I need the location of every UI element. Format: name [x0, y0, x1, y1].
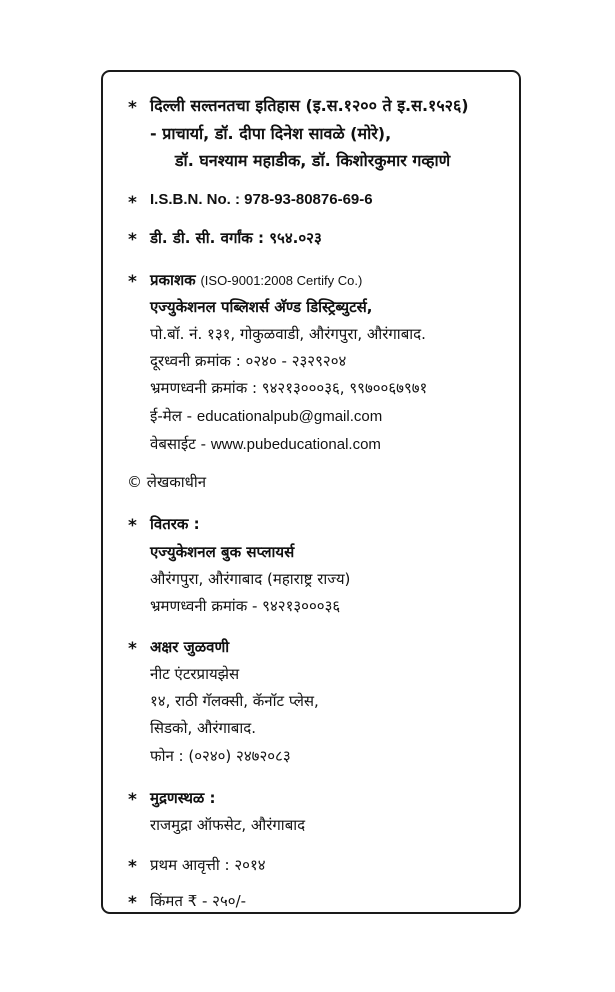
distributor-label: वितरक : [150, 515, 200, 533]
bullet-star: * [128, 893, 137, 913]
bullet-star: * [128, 639, 137, 659]
printing-label: मुद्रणस्थळ : [150, 789, 216, 807]
bullet-star: * [128, 98, 137, 118]
distributor-name: एज्युकेशनल बुक सप्लायर्स [150, 543, 295, 561]
typesetting-address-1: १४, राठी गॅलक्सी, कॅनॉट प्लेस, [150, 692, 319, 710]
distributor-mobile: भ्रमणध्वनी क्रमांक - ९४२१३०००३६ [150, 597, 341, 615]
ddc-number: डी. डी. सी. वर्गांक : ९५४.०२३ [150, 229, 322, 247]
publisher-heading [150, 270, 362, 291]
bullet-star: * [128, 516, 137, 536]
author-line-1: - प्राचार्या, डॉ. दीपा दिनेश सावळे (मोरे), [150, 124, 392, 143]
publisher-website [150, 434, 381, 455]
isbn: I.S.B.N. No. : 978-93-80876-69-6 [150, 191, 373, 208]
typesetting-address-2: सिडको, औरंगाबाद. [150, 719, 256, 737]
typesetting-name: नीट एंटरप्रायझेस [150, 665, 240, 683]
author-line-2: डॉ. घनश्याम महाडीक, डॉ. किशोरकुमार गव्हाणे [175, 151, 451, 170]
publisher-iso: (ISO-9001:2008 Certify Co.) [200, 273, 363, 288]
price: किंमत ₹ - २५०/- [150, 892, 247, 910]
bullet-star: * [128, 790, 137, 810]
email-address: educationalpub@gmail.com [196, 408, 383, 425]
publisher-mobile: भ्रमणध्वनी क्रमांक : ९४२१३०००३६, ९९७००६७९७१ [150, 379, 428, 397]
publisher-address: पो.बॉ. नं. १३१, गोकुळवाडी, औरंगपुरा, औरंगाबाद. [150, 325, 426, 343]
copyright-notice: © लेखकाधीन [127, 473, 207, 491]
bullet-star: * [128, 272, 137, 292]
website-label: वेबसाईट - [150, 435, 207, 453]
publisher-email [150, 406, 382, 427]
bullet-star: * [128, 230, 137, 250]
bullet-star: * [128, 193, 137, 213]
book-title: दिल्ली सल्तनतचा इतिहास (इ.स.१२०० ते इ.स.१५२६) [150, 96, 469, 115]
bullet-star: * [128, 857, 137, 877]
distributor-address: औरंगपुरा, औरंगाबाद (महाराष्ट्र राज्य) [150, 570, 351, 588]
edition: प्रथम आवृत्ती : २०१४ [150, 856, 266, 874]
publisher-name: एज्युकेशनल पब्लिशर्स अ‍ॅण्ड डिस्ट्रिब्युटर्स, [150, 298, 373, 316]
typesetting-phone: फोन : (०२४०) २४७२०८३ [150, 747, 291, 765]
publisher-phone: दूरध्वनी क्रमांक : ०२४० - २३२९२०४ [150, 352, 347, 370]
typesetting-label: अक्षर जुळवणी [150, 638, 230, 656]
email-label: ई-मेल - [150, 407, 193, 425]
printing-name: राजमुद्रा ऑफसेट, औरंगाबाद [150, 816, 306, 834]
publisher-label: प्रकाशक [150, 271, 196, 289]
website-url: www.pubeducational.com [210, 436, 381, 453]
